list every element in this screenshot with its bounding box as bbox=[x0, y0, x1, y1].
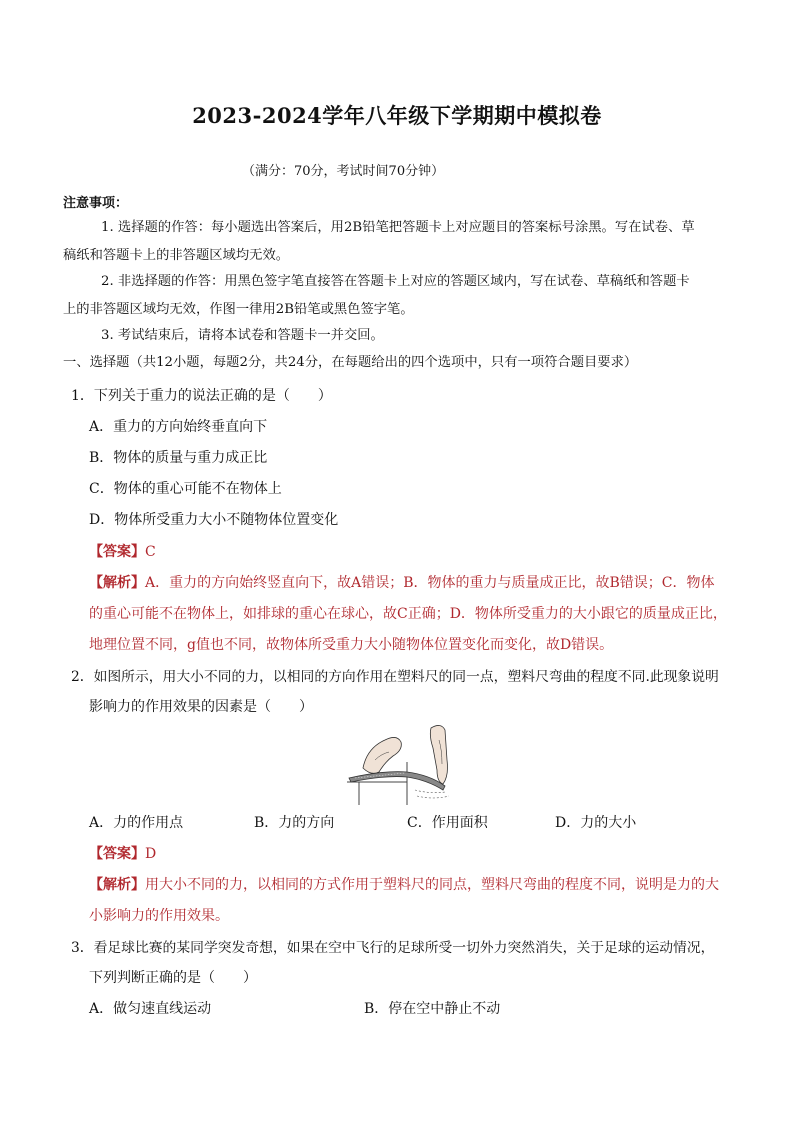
q1-answer-value: C bbox=[145, 544, 156, 560]
q1-stem: 1．下列关于重力的说法正确的是（ ） bbox=[71, 388, 332, 404]
q3-option-a: A．做匀速直线运动 bbox=[89, 1001, 212, 1017]
q1-analysis-line-2: 的重心可能不在物体上，如排球的重心在球心，故C正确；D．物体所受重力的大小跟它的质量成正比， bbox=[89, 606, 727, 622]
q1-analysis-line-3: 地理位置不同，g值也不同，故物体所受重力大小随物体位置变化而变化，故D错误。 bbox=[89, 637, 614, 653]
q1-answer-label: 【答案】 bbox=[89, 544, 145, 560]
q2-answer-value: D bbox=[145, 846, 157, 862]
q2-option-c: C．作用面积 bbox=[407, 815, 488, 831]
q1-analysis-label: 【解析】 bbox=[89, 575, 145, 591]
q1-analysis-text-1: A．重力的方向始终竖直向下，故A错误；B．物体的重力与质量成正比，故B错误；C．物体 bbox=[145, 575, 715, 591]
q2-option-d: D．力的大小 bbox=[555, 815, 637, 831]
section-heading: 一、选择题（共12小题，每题2分，共24分，在每题给出的四个选项中，只有一项符合题目要求） bbox=[63, 355, 638, 370]
ruler-bending-figure bbox=[345, 720, 465, 805]
q2-analysis-text-1: 用大小不同的力，以相同的方式作用于塑料尺的同点，塑料尺弯曲的程度不同，说明是力的大 bbox=[145, 877, 719, 893]
q2-analysis-line-1 bbox=[89, 874, 719, 894]
notice-item-1-line-2: 稿纸和答题卡上的非答题区域均无效。 bbox=[63, 248, 290, 263]
q1-option-a: A．重力的方向始终垂直向下 bbox=[89, 419, 268, 435]
q2-analysis-label: 【解析】 bbox=[89, 877, 145, 893]
q1-analysis-line-1 bbox=[89, 572, 715, 592]
q2-option-a: A．力的作用点 bbox=[89, 815, 184, 831]
q2-analysis-line-2: 小影响力的作用效果。 bbox=[89, 908, 229, 924]
q2-stem-line-1: 2．如图所示，用大小不同的力，以相同的方向作用在塑料尺的同一点，塑料尺弯曲的程度不同.此现象说明 bbox=[71, 669, 719, 685]
notice-item-2-line-2: 上的非答题区域均无效，作图一律用2B铅笔或黑色签字笔。 bbox=[63, 302, 414, 317]
exam-subtitle: （满分：70分，考试时间70分钟） bbox=[242, 164, 445, 179]
q1-answer bbox=[89, 541, 156, 561]
q3-stem-line-2: 下列判断正确的是（ ） bbox=[89, 970, 257, 986]
q2-stem-line-2: 影响力的作用效果的因素是（ ） bbox=[89, 699, 313, 715]
notice-item-3: 3. 考试结束后，请将本试卷和答题卡一并交回。 bbox=[101, 328, 384, 343]
page-title: 2023-2024学年八年级下学期期中模拟卷 bbox=[192, 103, 602, 128]
q1-option-b: B．物体的质量与重力成正比 bbox=[89, 450, 268, 466]
q2-answer bbox=[89, 843, 156, 863]
notice-heading: 注意事项： bbox=[63, 196, 129, 211]
q1-option-c: C．物体的重心可能不在物体上 bbox=[89, 481, 282, 497]
notice-item-1-line-1: 1. 选择题的作答：每小题选出答案后，用2B铅笔把答题卡上对应题目的答案标号涂黑。写在试卷、草 bbox=[101, 220, 695, 235]
q1-option-d: D．物体所受重力大小不随物体位置变化 bbox=[89, 512, 339, 528]
q3-option-b: B．停在空中静止不动 bbox=[364, 1001, 501, 1017]
notice-item-2-line-1: 2. 非选择题的作答：用黑色签字笔直接答在答题卡上对应的答题区域内，写在试卷、草稿纸和答题卡 bbox=[101, 274, 690, 289]
q2-option-b: B．力的方向 bbox=[254, 815, 335, 831]
q2-answer-label: 【答案】 bbox=[89, 846, 145, 862]
q3-stem-line-1: 3．看足球比赛的某同学突发奇想，如果在空中飞行的足球所受一切外力突然消失，关于足球的运动情况， bbox=[71, 940, 715, 956]
